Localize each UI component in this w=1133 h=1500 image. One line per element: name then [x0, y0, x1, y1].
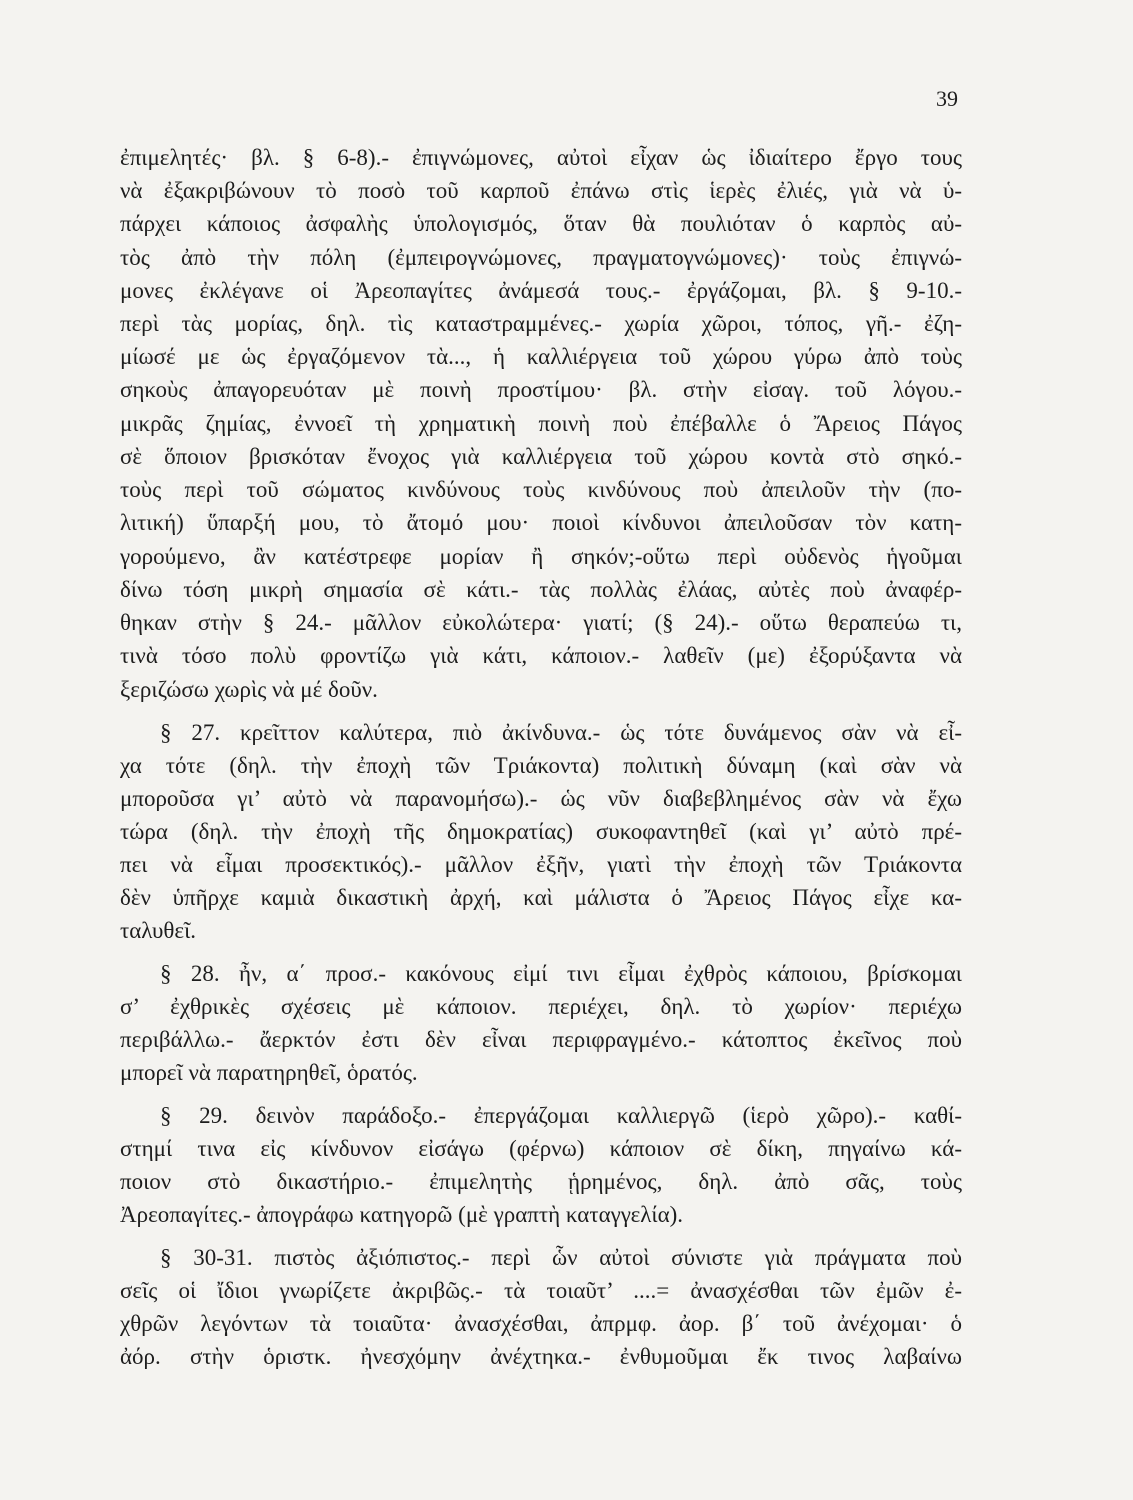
- text-line-15: θηκαν στὴν § 24.- μᾶλλον εὐκολώτερα· γιατί; (§ 24).- οὕτω θεραπεύω τι,: [120, 610, 962, 635]
- text-line-7: μίωσέ με ὡς ἐργαζόμενον τὰ..., ἡ καλλιέργεια τοῦ χώρου γύρω ἀπὸ τοὺς: [120, 344, 962, 369]
- text-line-10: σὲ ὅποιον βρισκόταν ἔνοχος γιὰ καλλιέργεια τοῦ χώρου κοντὰ στὸ σηκό.-: [120, 444, 962, 469]
- text-line-17: ξεριζώσω χωρὶς νὰ μέ δοῦν.: [120, 677, 378, 702]
- text-line-25: § 28. ἦν, α΄ προσ.- κακόνους εἰμί τινι εἶμαι ἐχθρὸς κάποιου, βρίσκομαι: [160, 961, 962, 986]
- text-line-22: πει νὰ εἶμαι προσεκτικός).- μᾶλλον ἐξῆν, γιατὶ τὴν ἐποχὴ τῶν Τριάκοντα: [120, 852, 962, 877]
- text-line-2: νὰ ἐξακριβώνουν τὸ ποσὸ τοῦ καρποῦ ἐπάνω στὶς ἱερὲς ἐλιές, γιὰ νὰ ὑ-: [120, 178, 962, 203]
- text-line-18: § 27. κρεῖττον καλύτερα, πιὸ ἀκίνδυνα.- ὡς τότε δυνάμενος σὰν νὰ εἶ-: [160, 720, 962, 745]
- text-line-16: τινὰ τόσο πολὺ φροντίζω γιὰ κάτι, κάποιον.- λαθεῖν (με) ἐξορύξαντα νὰ: [120, 643, 962, 668]
- text-line-3: πάρχει κάποιος ἀσφαλὴς ὑπολογισμός, ὅταν θὰ πουλιόταν ὁ καρπὸς αὐ-: [120, 211, 962, 236]
- text-line-33: § 30-31. πιστὸς ἀξιόπιστος.- περὶ ὧν αὐτοὶ σύνιστε γιὰ πράγματα ποὺ: [160, 1245, 962, 1270]
- text-line-26: σ’ ἐχθρικὲς σχέσεις μὲ κάποιον. περιέχει, δηλ. τὸ χωρίον· περιέχω: [120, 994, 962, 1019]
- text-line-12: λιτική) ὕπαρξή μου, τὸ ἄτομό μου· ποιοὶ κίνδυνοι ἀπειλοῦσαν τὸν κατη-: [120, 510, 962, 535]
- text-line-9: μικρᾶς ζημίας, ἐννοεῖ τὴ χρηματικὴ ποινὴ ποὺ ἐπέβαλλε ὁ Ἄρειος Πάγος: [120, 411, 962, 436]
- text-line-8: σηκοὺς ἀπαγορευόταν μὲ ποινὴ προστίμου· βλ. στὴν εἰσαγ. τοῦ λόγου.-: [120, 377, 962, 402]
- text-line-20: μποροῦσα γι’ αὐτὸ νὰ παρανομήσω).- ὡς νῦν διαβεβλημένος σὰν νὰ ἔχω: [120, 786, 962, 811]
- text-line-5: μονες ἐκλέγανε οἱ Ἀρεοπαγίτες ἀνάμεσά τους.- ἐργάζομαι, βλ. § 9-10.-: [120, 278, 962, 303]
- text-line-27: περιβάλλω.- ἄερκτόν ἐστι δὲν εἶναι περιφραγμένο.- κάτοπτος ἐκεῖνος ποὺ: [120, 1027, 962, 1052]
- page-number: 39: [936, 86, 958, 111]
- text-line-19: χα τότε (δηλ. τὴν ἐποχὴ τῶν Τριάκοντα) πολιτικὴ δύναμη (καὶ σὰν νὰ: [120, 753, 962, 778]
- text-line-32: Ἀρεοπαγίτες.- ἀπογράφω κατηγορῶ (μὲ γραπτὴ καταγγελία).: [120, 1202, 684, 1227]
- text-line-11: τοὺς περὶ τοῦ σώματος κινδύνους τοὺς κινδύνους ποὺ ἀπειλοῦν τὴν (πο-: [120, 477, 962, 502]
- text-line-14: δίνω τόση μικρὴ σημασία σὲ κάτι.- τὰς πολλὰς ἐλάας, αὐτὲς ποὺ ἀναφέρ-: [120, 577, 962, 602]
- text-line-4: τὸς ἀπὸ τὴν πόλη (ἐμπειρογνώμονες, πραγματογνώμονες)· τοὺς ἐπιγνώ-: [120, 245, 962, 270]
- text-line-24: ταλυθεῖ.: [120, 918, 197, 943]
- text-line-35: χθρῶν λεγόντων τὰ τοιαῦτα· ἀνασχέσθαι, ἀπρμφ. ἀορ. β΄ τοῦ ἀνέχομαι· ὁ: [120, 1311, 962, 1336]
- text-line-23: δὲν ὑπῆρχε καμιὰ δικαστικὴ ἀρχή, καὶ μάλιστα ὁ Ἄρειος Πάγος εἶχε κα-: [120, 885, 962, 910]
- text-line-30: στημί τινα εἰς κίνδυνον εἰσάγω (φέρνω) κάποιον σὲ δίκη, πηγαίνω κά-: [120, 1136, 962, 1161]
- text-line-28: μπορεῖ νὰ παρατηρηθεῖ, ὁρατός.: [120, 1060, 418, 1085]
- text-line-13: γορούμενο, ἂν κατέστρεφε μορίαν ἢ σηκόν;-οὕτω περὶ οὐδενὸς ἡγοῦμαι: [120, 544, 962, 569]
- text-line-21: τώρα (δηλ. τὴν ἐποχὴ τῆς δημοκρατίας) συκοφαντηθεῖ (καὶ γι’ αὐτὸ πρέ-: [120, 819, 962, 844]
- text-line-34: σεῖς οἱ ἴδιοι γνωρίζετε ἀκριβῶς.- τὰ τοιαῦτ’ ....= ἀνασχέσθαι τῶν ἐμῶν ἐ-: [120, 1278, 962, 1303]
- text-line-1: ἐπιμελητές· βλ. § 6-8).- ἐπιγνώμονες, αὐτοὶ εἶχαν ὡς ἰδιαίτερο ἔργο τους: [120, 145, 962, 170]
- text-line-31: ποιον στὸ δικαστήριο.- ἐπιμελητὴς ᾑρημένος, δηλ. ἀπὸ σᾶς, τοὺς: [120, 1169, 962, 1194]
- text-line-36: ἀόρ. στὴν ὁριστκ. ἠνεσχόμην ἀνέχτηκα.- ἐνθυμοῦμαι ἔκ τινος λαβαίνω: [120, 1344, 962, 1369]
- text-line-6: περὶ τὰς μορίας, δηλ. τὶς καταστραμμένες.- χωρία χῶροι, τόπος, γῆ.- ἐζη-: [120, 311, 962, 336]
- text-line-29: § 29. δεινὸν παράδοξο.- ἐπεργάζομαι καλλιεργῶ (ἱερὸ χῶρο).- καθί-: [160, 1103, 962, 1128]
